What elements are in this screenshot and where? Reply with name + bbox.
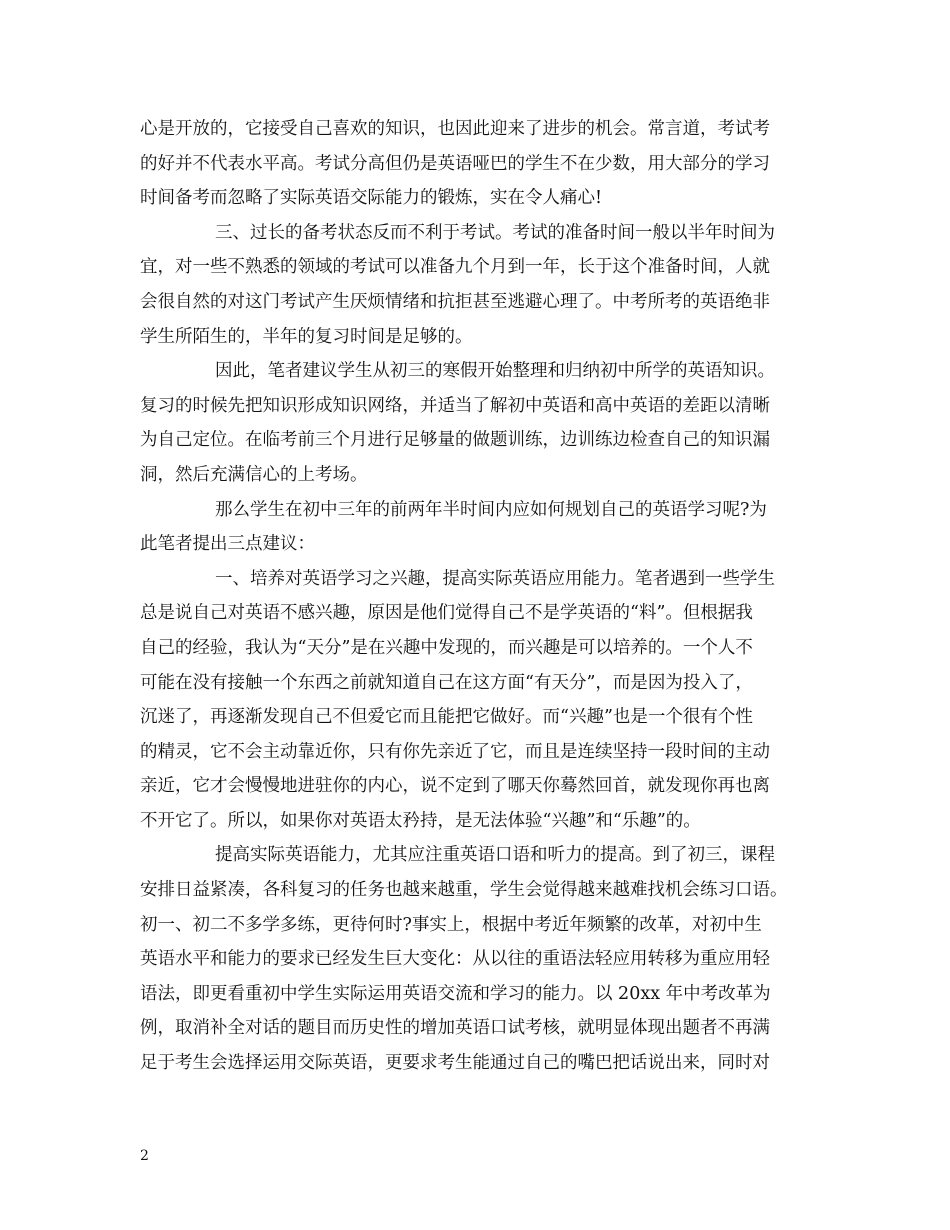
paragraph-first-line: 三、过长的备考状态反而不利于考试。考试的准备时间一般以半年时间为 [215, 222, 775, 243]
text-line: 复习的时候先把知识形成知识网络，并适当了解初中英语和高中英语的差距以清晰 [140, 395, 770, 416]
paragraph-first-line: 那么学生在初中三年的前两年半时间内应如何规划自己的英语学习呢?为 [215, 499, 767, 520]
text-line: 自己的经验，我认为“天分”是在兴趣中发现的，而兴趣是可以培养的。一个人不 [140, 637, 753, 658]
text-line: 例，取消补全对话的题目而历史性的增加英语口试考核，就明显体现出题者不再满 [140, 1018, 770, 1039]
text-line: 宜，对一些不熟悉的领域的考试可以准备九个月到一年，长于这个准备时间，人就 [140, 257, 770, 278]
paragraph-first-line: 一、培养对英语学习之兴趣，提高实际英语应用能力。笔者遇到一些学生 [215, 568, 775, 589]
text-line: 会很自然的对这门考试产生厌烦情绪和抗拒甚至逃避心理了。中考所考的英语绝非 [140, 291, 770, 312]
text-line: 学生所陌生的，半年的复习时间是足够的。 [140, 326, 473, 347]
text-line: 安排日益紧凑，各科复习的任务也越来越重，学生会觉得越来越难找机会练习口语。 [140, 880, 788, 901]
text-line: 语法，即更看重初中学生实际运用英语交流和学习的能力。以 20xx 年中考改革为 [140, 983, 771, 1004]
text-line: 的精灵，它不会主动靠近你，只有你先亲近了它，而且是连续坚持一段时间的主动 [140, 741, 770, 762]
page-number: 2 [140, 1148, 149, 1164]
text-line: 为自己定位。在临考前三个月进行足够量的做题训练，边训练边检查自己的知识漏 [140, 430, 770, 451]
body-text [140, 112, 810, 1081]
paragraph-first-line: 提高实际英语能力，尤其应注重英语口语和听力的提高。到了初三，课程 [215, 845, 775, 866]
text-line: 的好并不代表水平高。考试分高但仍是英语哑巴的学生不在少数，用大部分的学习 [140, 153, 770, 174]
text-line: 心是开放的，它接受自己喜欢的知识，也因此迎来了进步的机会。常言道，考试考 [140, 119, 770, 139]
text-line: 初一、初二不多学多练，更待何时?事实上，根据中考近年频繁的改革，对初中生 [140, 914, 762, 935]
text-line: 总是说自己对英语不感兴趣，原因是他们觉得自己不是学英语的“料”。但根据我 [140, 603, 753, 624]
text-line: 英语水平和能力的要求已经发生巨大变化：从以往的重语法轻应用转移为重应用轻 [140, 949, 770, 970]
text-line: 洞，然后充满信心的上考场。 [140, 464, 368, 485]
paragraph-first-line: 因此，笔者建议学生从初三的寒假开始整理和归纳初中所学的英语知识。 [215, 361, 775, 382]
text-line: 亲近，它才会慢慢地进驻你的内心，说不定到了哪天你蓦然回首，就发现你再也离 [140, 776, 770, 797]
text-line: 此笔者提出三点建议： [140, 534, 315, 555]
text-line: 沉迷了，再逐渐发现自己不但爱它而且能把它做好。而“兴趣”也是一个很有个性 [140, 707, 753, 728]
text-line: 不开它了。所以，如果你对英语太矜持，是无法体验“兴趣”和“乐趣”的。 [140, 810, 701, 831]
text-line: 可能在没有接触一个东西之前就知道自己在这方面“有天分”，而是因为投入了， [140, 672, 753, 693]
text-line: 足于考生会选择运用交际英语，更要求考生能通过自己的嘴巴把话说出来，同时对 [140, 1053, 770, 1074]
text-line: 时间备考而忽略了实际英语交际能力的锻炼，实在令人痛心! [140, 188, 603, 209]
